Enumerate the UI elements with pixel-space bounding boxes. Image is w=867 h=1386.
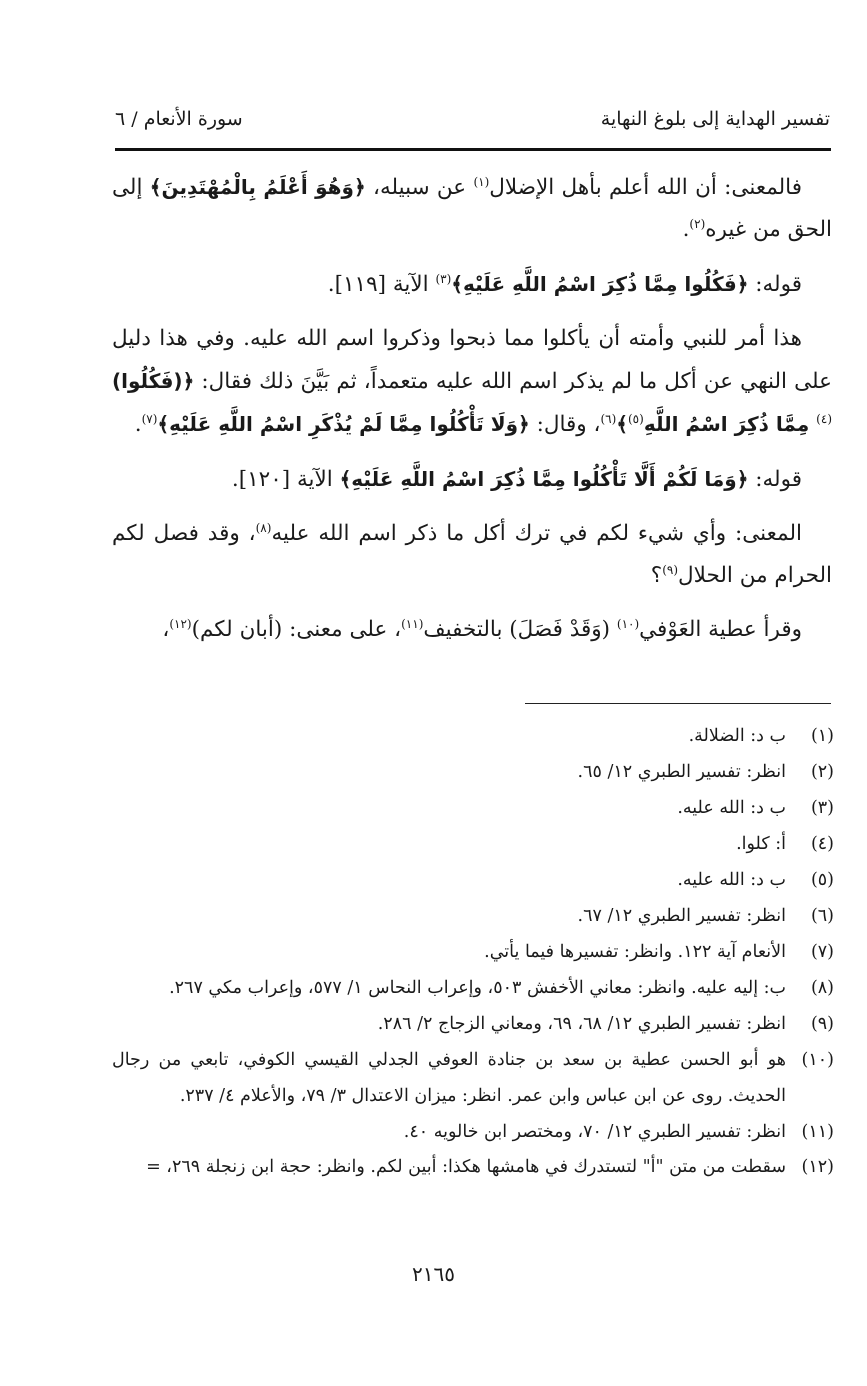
footnote-text: الأنعام آية ١٢٢. وانظر: تفسيرها فيما يأتي.	[484, 942, 786, 962]
footnote-item	[112, 718, 834, 754]
p2-mid: ، وقال:	[529, 412, 601, 437]
footnote-item	[112, 934, 834, 970]
footnote-item	[112, 826, 834, 862]
p1-end: إلى الحق من غيره	[112, 175, 832, 242]
footnote-number: (٩)	[810, 1014, 834, 1034]
footnote-item	[112, 1006, 834, 1042]
quran-verse: مِمَّا ذُكِرَ اسْمُ اللَّهِ	[643, 412, 817, 436]
footnote-ref-11: (١١)	[401, 616, 424, 631]
verse-heading-119	[112, 263, 832, 306]
footnote-number: (١)	[810, 726, 834, 746]
footnote-number: (٤)	[810, 834, 834, 854]
footnote-ref-2: (٢)	[689, 216, 706, 231]
footnote-item	[112, 1042, 834, 1114]
footnote-text: ب د: الله عليه.	[677, 870, 786, 890]
footnote-ref-3: (٣)	[435, 271, 452, 286]
running-header	[115, 108, 830, 148]
footnote-item	[112, 1114, 834, 1150]
p3-mid: ، وقد فصل لكم الحرام من الحلال	[112, 521, 832, 588]
p3-text: المعنى: وأي شيء لكم في ترك أكل ما ذكر اسم الله عليه	[271, 521, 802, 546]
footnote-ref-12: (١٢)	[169, 616, 192, 631]
footnote-item	[112, 790, 834, 826]
footnote-ref-1: (١)	[473, 174, 490, 189]
p4-end: ،	[162, 617, 170, 642]
main-text	[112, 166, 832, 663]
quran-verse: ﴿وَمَا لَكُمْ أَلَّا تَأْكُلُوا مِمَّا ذُكِرَ اسْمُ اللَّهِ عَلَيْهِ﴾	[339, 467, 749, 491]
footnote-ref-7: (٧)	[141, 411, 158, 426]
verse-number: الآية [١٢٠].	[231, 467, 340, 492]
q1-prefix: قوله:	[748, 272, 802, 297]
footnote-item	[112, 754, 834, 790]
footnote-ref-8: (٨)	[255, 520, 272, 535]
p3-end: ؟	[650, 563, 663, 588]
header-rule	[115, 148, 831, 151]
footnote-item	[112, 970, 834, 1006]
surah-label: سورة الأنعام / ٦	[115, 108, 243, 130]
footnote-number: (٧)	[810, 942, 834, 962]
book-title: تفسير الهداية إلى بلوغ النهاية	[600, 108, 830, 130]
footnote-number: (١١)	[801, 1122, 834, 1142]
quran-verse: ﴿(فَكُلُوا)	[112, 369, 195, 393]
p2-end: .	[134, 412, 142, 437]
footnote-number: (٢)	[810, 762, 834, 782]
p1-text: فالمعنى: أن الله أعلم بأهل الإضلال	[489, 175, 802, 200]
footnote-number: (٨)	[810, 978, 834, 998]
footnote-ref-6: (٦)	[600, 411, 617, 426]
footnote-number: (٥)	[810, 870, 834, 890]
footnote-separator	[525, 703, 831, 704]
footnote-text: انظر: تفسير الطبري ١٢/ ٦٧.	[577, 906, 786, 926]
footnote-item	[112, 862, 834, 898]
p4-mid: (وَقَدْ فَصَلَ) بالتخفيف	[423, 617, 617, 642]
p4-text: وقرأ عطية العَوْفي	[639, 617, 802, 642]
page-number: ٢١٦٥	[412, 1262, 455, 1286]
footnote-number: (٣)	[810, 798, 834, 818]
footnote-text: انظر: تفسير الطبري ١٢/ ٧٠، ومختصر ابن خالويه ٤٠.	[403, 1122, 786, 1142]
p1-period: .	[682, 217, 690, 242]
footnote-ref-5: (٥)	[627, 411, 644, 426]
p4-mid2: ، على معنى: (أبان لكم)	[191, 617, 402, 642]
paragraph-3	[112, 513, 832, 597]
footnote-item	[112, 1150, 834, 1184]
quran-verse: ﴿وَهُوَ أَعْلَمُ بِالْمُهْتَدِينَ﴾	[149, 175, 366, 199]
footnote-number: (١٠)	[801, 1050, 834, 1070]
paragraph-1	[112, 166, 832, 251]
q2-prefix: قوله:	[748, 467, 802, 492]
footnote-number: (١٢)	[801, 1157, 834, 1177]
footnote-text: أ: كلوا.	[736, 834, 786, 854]
footnote-text: انظر: تفسير الطبري ١٢/ ٦٥.	[577, 762, 786, 782]
footnotes	[112, 718, 834, 1184]
paragraph-2	[112, 318, 832, 446]
footnote-text: انظر: تفسير الطبري ١٢/ ٦٨، ٦٩، ومعاني الزجاج ٢/ ٢٨٦.	[377, 1014, 786, 1034]
footnote-text: هو أبو الحسن عطية بن سعد بن جنادة العوفي الجدلي القيسي الكوفي، تابعي من رجال الحديث. روى عن ابن عباس وابن عمر. انظر: ميزان الاعتدال ٣/ ٧٩، والأعلام ٤/ ٢٣٧.	[112, 1050, 786, 1106]
footnote-text: ب د: الله عليه.	[677, 798, 786, 818]
footnote-text: سقطت من متن "أ" لتستدرك في هامشها هكذا: أبين لكم. وانظر: حجة ابن زنجلة ٢٦٩، =	[146, 1157, 786, 1177]
quran-verse: ﴿وَلَا تَأْكُلُوا مِمَّا لَمْ يُذْكَرِ اسْمُ اللَّهِ عَلَيْهِ﴾	[157, 412, 530, 436]
footnote-item	[112, 898, 834, 934]
footnote-number: (٦)	[810, 906, 834, 926]
p2-text: هذا أمر للنبي وأمته أن يأكلوا مما ذبحوا وذكروا اسم الله عليه. وفي هذا دليل على النهي عن أكل ما لم يذكر اسم الله عليه متعمداً، ثم بَيَّنَ ذلك فقال:	[112, 326, 833, 394]
quran-verse: ﴿فَكُلُوا مِمَّا ذُكِرَ اسْمُ اللَّهِ عَلَيْهِ﴾	[451, 272, 749, 296]
paragraph-4	[112, 609, 832, 651]
footnote-text: ب: إليه عليه. وانظر: معاني الأخفش ٥٠٣، وإعراب النحاس ١/ ٥٧٧، وإعراب مكي ٢٦٧.	[169, 978, 786, 998]
quran-verse: ﴾	[616, 412, 628, 436]
footnote-ref-9: (٩)	[662, 562, 679, 577]
verse-number: الآية [١١٩].	[327, 272, 436, 297]
footnote-ref-4: (٤)	[816, 411, 832, 426]
p1-mid: عن سبيله،	[365, 175, 474, 200]
footnote-ref-10: (١٠)	[616, 616, 640, 631]
verse-heading-120	[112, 458, 832, 501]
footnote-text: ب د: الضلالة.	[688, 726, 786, 746]
